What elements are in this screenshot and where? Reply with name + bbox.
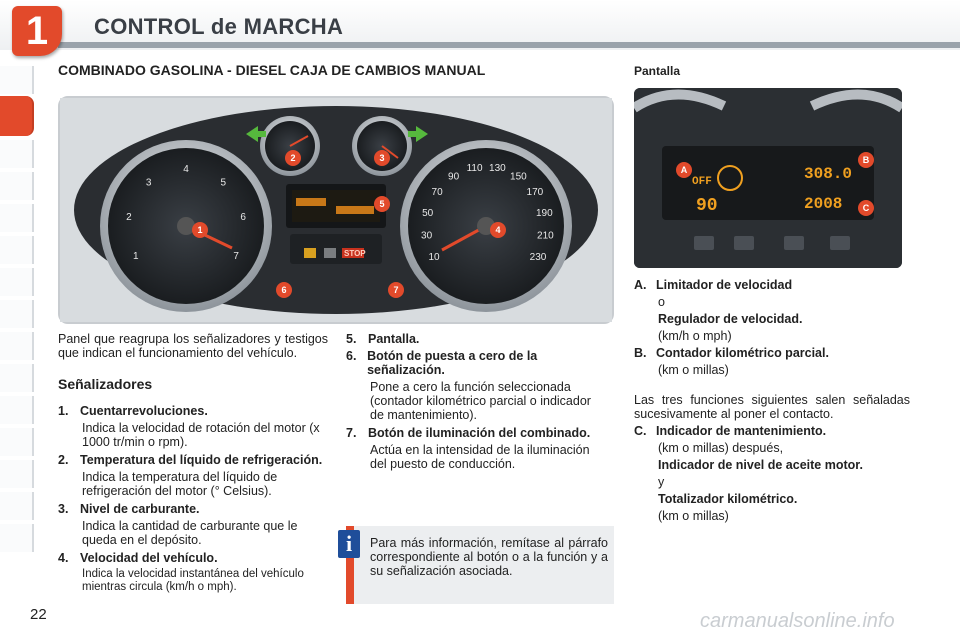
item-desc: Actúa en la intensidad de la iluminación del puesto de conducción.: [370, 443, 590, 471]
legend-a-title: Limitador de velocidad: [656, 278, 793, 292]
callout-a-label: A: [680, 165, 688, 175]
item-title: Botón de iluminación del combinado.: [368, 426, 591, 440]
intro-paragraph: Panel que reagrupa los señalizadores y testigos que indican el funcionamiento del vehículo.: [58, 332, 328, 360]
tachometer-tick-label: 7: [233, 251, 239, 262]
display-odometer-value: 2008: [804, 195, 843, 213]
display-speed-value: 90: [696, 196, 718, 216]
item-title: Botón de puesta a cero de la señalización.: [367, 349, 538, 377]
legend-a-row: [634, 278, 910, 292]
side-tab-15[interactable]: [0, 524, 34, 552]
speedometer-tick-label: 150: [510, 171, 527, 183]
legend-b-label: B.: [634, 346, 647, 360]
speedometer-tick-label: 10: [428, 252, 440, 263]
tachometer-tick-label: 3: [145, 177, 152, 189]
item-desc: Indica la velocidad instantánea del vehículo mientras circula (km/h o mph).: [82, 568, 304, 593]
side-tab-6[interactable]: [0, 236, 34, 264]
list-item: [346, 349, 608, 377]
list-item: [58, 551, 330, 565]
callout-c-label: C: [862, 203, 870, 213]
side-tab-8[interactable]: [0, 300, 34, 328]
speedometer-tick-label: 50: [422, 207, 434, 219]
display-off-label: OFF: [692, 176, 712, 188]
legend-a-label: A.: [634, 278, 647, 292]
legend-paragraph: Las tres funciones siguientes salen señaladas sucesivamente al poner el contacto.: [634, 393, 910, 421]
side-tab-7[interactable]: [0, 268, 34, 296]
side-tab-9[interactable]: [0, 332, 34, 360]
side-tab-14[interactable]: [0, 492, 34, 520]
item-title: Pantalla.: [368, 332, 420, 346]
item-number: 6.: [346, 349, 357, 363]
item-number: 3.: [58, 502, 69, 516]
callout-2-label: 2: [290, 153, 296, 163]
item-number: 1.: [58, 404, 69, 418]
item-desc: Pone a cero la función seleccionada (contador kilométrico parcial o indicador de mantenimiento).: [370, 380, 591, 422]
legend-b-title: Contador kilométrico parcial.: [656, 346, 829, 360]
item-title: Nivel de carburante.: [80, 502, 200, 516]
item-list-mid: [346, 332, 608, 471]
info-icon: i: [338, 530, 360, 558]
list-item: [346, 426, 608, 440]
legend-b-unit: (km o millas): [658, 363, 729, 377]
page-number: 22: [30, 606, 47, 623]
item-desc: Indica la temperatura del líquido de refrigeración del motor (° Celsius).: [82, 470, 278, 498]
section-title: COMBINADO GASOLINA - DIESEL CAJA DE CAMBIOS MANUAL: [58, 62, 486, 78]
legend-a-or: o: [658, 295, 665, 309]
item-title: Velocidad del vehículo.: [80, 551, 218, 565]
side-tab-1[interactable]: [0, 66, 34, 94]
item-desc: Indica la cantidad de carburante que le queda en el depósito.: [82, 519, 298, 547]
list-item: [58, 453, 330, 467]
legend-c-title: Indicador de mantenimiento.: [656, 424, 827, 438]
speedometer-tick-label: 190: [535, 207, 553, 219]
list-item: [346, 332, 608, 346]
item-number: 4.: [58, 551, 69, 565]
display-legend: [634, 278, 910, 523]
side-tab-10[interactable]: [0, 364, 34, 392]
speedometer-tick-label: 210: [537, 230, 554, 242]
side-tab-3[interactable]: [0, 140, 34, 168]
info-note-text: Para más información, remítase al párrafo correspondiente al botón o a la función y a su señalización asociada.: [370, 536, 608, 578]
speedometer-tick-label: 90: [448, 171, 460, 183]
callout-5-label: 5: [379, 199, 385, 209]
senalizadores-heading: Señalizadores: [58, 376, 153, 392]
speedometer-tick-label: 30: [421, 230, 433, 242]
side-tab-active[interactable]: [0, 96, 34, 136]
speedometer-tick-label: 230: [529, 252, 547, 263]
list-item: [58, 502, 330, 516]
stop-lamp-label: STOP: [344, 249, 366, 258]
legend-c-title2: Indicador de nivel de aceite motor.: [658, 458, 863, 472]
side-tab-11[interactable]: [0, 396, 34, 424]
legend-c-title3: Totalizador kilométrico.: [658, 492, 798, 506]
list-item: [58, 404, 330, 418]
display-trip-value: 308.0: [804, 165, 853, 183]
legend-c-and: y: [658, 475, 665, 489]
item-number: 7.: [346, 426, 357, 440]
item-desc: Indica la velocidad de rotación del motor (x 1000 tr/min o rpm).: [82, 421, 320, 449]
side-tab-4[interactable]: [0, 172, 34, 200]
item-list-left: [58, 404, 330, 594]
tachometer-tick-label: 4: [183, 164, 189, 175]
tachometer-tick-label: 5: [220, 177, 227, 189]
instrument-cluster-image: [58, 96, 614, 324]
callout-4-label: 4: [495, 225, 501, 235]
item-number: 2.: [58, 453, 69, 467]
legend-c-unit3: (km o millas): [658, 509, 729, 523]
legend-b-row: [634, 346, 910, 360]
legend-c-unit1: (km o millas) después,: [658, 441, 784, 455]
callout-b-label: B: [862, 155, 870, 165]
tachometer-tick-label: 6: [240, 211, 246, 223]
legend-c-label: C.: [634, 424, 647, 438]
item-title: Cuentarrevoluciones.: [80, 404, 208, 418]
chapter-badge: 1: [12, 6, 62, 56]
legend-a-title2: Regulador de velocidad.: [658, 312, 803, 326]
speedometer-tick-label: 110: [466, 163, 483, 175]
callout-1-label: 1: [197, 225, 203, 235]
callout-3-label: 3: [379, 153, 385, 163]
legend-c-row: [634, 424, 910, 438]
tachometer-tick-label: 1: [133, 251, 139, 262]
side-tab-5[interactable]: [0, 204, 34, 232]
callout-7-label: 7: [393, 285, 399, 295]
item-number: 5.: [346, 332, 357, 346]
side-tab-12[interactable]: [0, 428, 34, 456]
speedometer-tick-label: 130: [489, 163, 506, 175]
chapter-title: CONTROL de MARCHA: [94, 14, 344, 39]
speedometer-tick-label: 70: [431, 187, 443, 199]
side-tab-13[interactable]: [0, 460, 34, 488]
speedometer-tick-label: 170: [526, 187, 544, 199]
pantalla-title: Pantalla: [634, 64, 681, 78]
display-detail-image: [634, 88, 902, 268]
watermark: carmanualsonline.info: [700, 610, 895, 632]
callout-6-label: 6: [281, 285, 287, 295]
item-title: Temperatura del líquido de refrigeración.: [80, 453, 323, 467]
legend-a-unit: (km/h o mph): [658, 329, 732, 343]
tachometer-tick-label: 2: [126, 211, 132, 223]
